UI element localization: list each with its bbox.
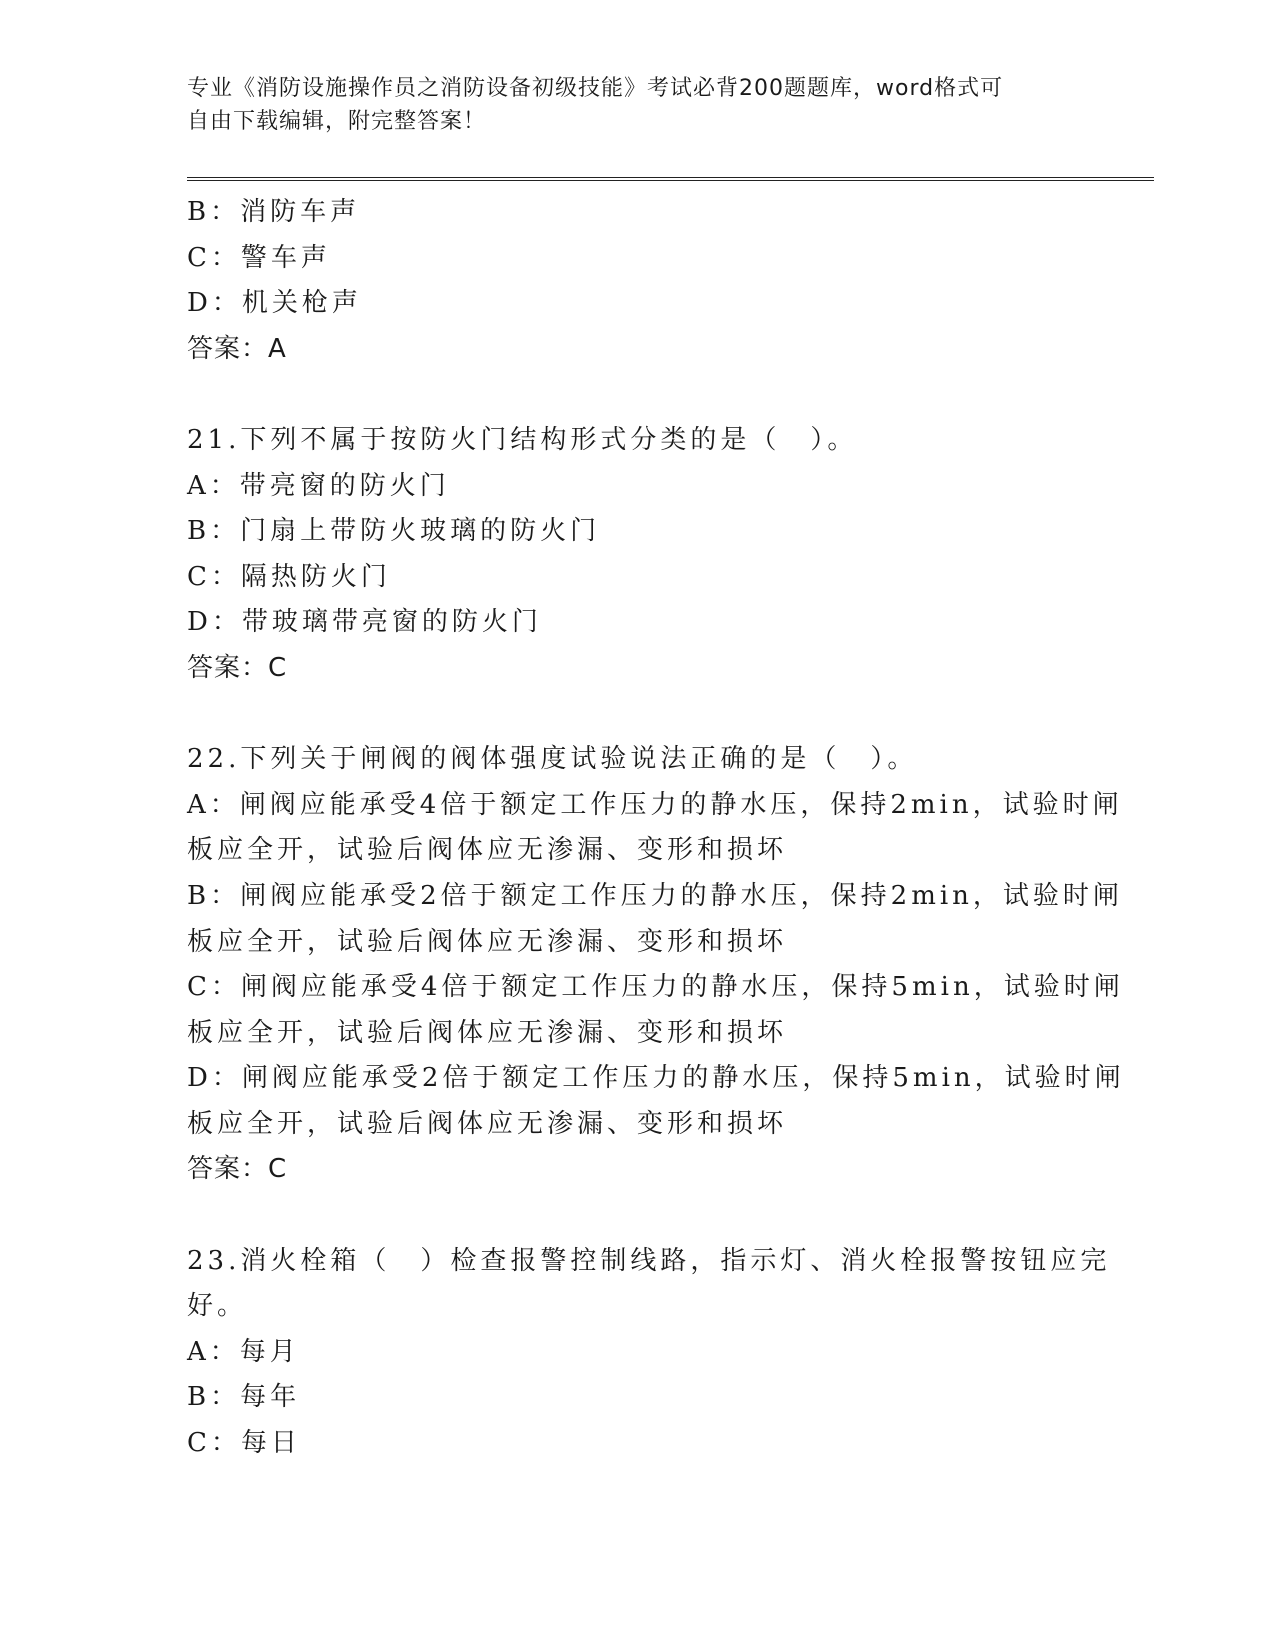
answer-text: 答案：C — [187, 652, 288, 683]
option-b: B：每年 — [187, 1382, 301, 1413]
question-stem: 21.下列不属于按防火门结构形式分类的是（ ）。 — [187, 424, 858, 455]
option-d-line-2: 板应全开，试验后阀体应无渗漏、变形和损坏 — [187, 1108, 788, 1139]
option-d-line-1: D：闸阀应能承受2倍于额定工作压力的静水压，保持5min，试验时闸 — [187, 1063, 1125, 1094]
header-divider — [187, 177, 1154, 181]
option-c-line-1: C：闸阀应能承受4倍于额定工作压力的静水压，保持5min，试验时闸 — [187, 972, 1124, 1003]
option-a-line-2: 板应全开，试验后阀体应无渗漏、变形和损坏 — [187, 835, 788, 866]
option-a: A：带亮窗的防火门 — [187, 470, 450, 501]
option-b-line-1: B：闸阀应能承受2倍于额定工作压力的静水压，保持2min，试验时闸 — [187, 880, 1123, 911]
spacer — [187, 372, 1087, 418]
question-stem-line-2: 好。 — [187, 1291, 248, 1322]
spacer — [187, 1193, 1087, 1239]
option-d: D：机关枪声 — [187, 288, 362, 319]
option-d: D：带玻璃带亮窗的防火门 — [187, 607, 542, 638]
option-a-line-1: A：闸阀应能承受4倍于额定工作压力的静水压，保持2min，试验时闸 — [187, 789, 1123, 820]
option-a: A：每月 — [187, 1336, 300, 1367]
option-c: C：每日 — [187, 1428, 301, 1459]
question-stem: 22.下列关于闸阀的阀体强度试验说法正确的是（ ）。 — [187, 744, 918, 775]
option-b-line-2: 板应全开，试验后阀体应无渗漏、变形和损坏 — [187, 926, 788, 957]
question-20-continuation — [187, 190, 1087, 372]
spacer — [187, 692, 1087, 738]
option-c: C：警车声 — [187, 242, 331, 273]
question-21 — [187, 418, 1087, 692]
header-line-2: 自由下载编辑，附完整答案！ — [187, 109, 487, 134]
question-content — [187, 190, 1125, 1467]
header-line-1: 专业《消防设施操作员之消防设备初级技能》考试必背200题题库，word格式可 — [187, 76, 1004, 101]
option-c-line-2: 板应全开，试验后阀体应无渗漏、变形和损坏 — [187, 1017, 788, 1048]
option-c: C：隔热防火门 — [187, 561, 391, 592]
question-23 — [187, 1239, 1111, 1467]
answer-text: 答案：A — [187, 333, 287, 364]
document-header — [187, 72, 1087, 138]
option-b: B：消防车声 — [187, 197, 361, 227]
option-b: B：门扇上带防火玻璃的防火门 — [187, 516, 601, 547]
answer-text: 答案：C — [187, 1154, 288, 1185]
question-22 — [187, 737, 1125, 1193]
question-stem-line-1: 23.消火栓箱（ ）检查报警控制线路，指示灯、消火栓报警按钮应完 — [187, 1245, 1111, 1276]
